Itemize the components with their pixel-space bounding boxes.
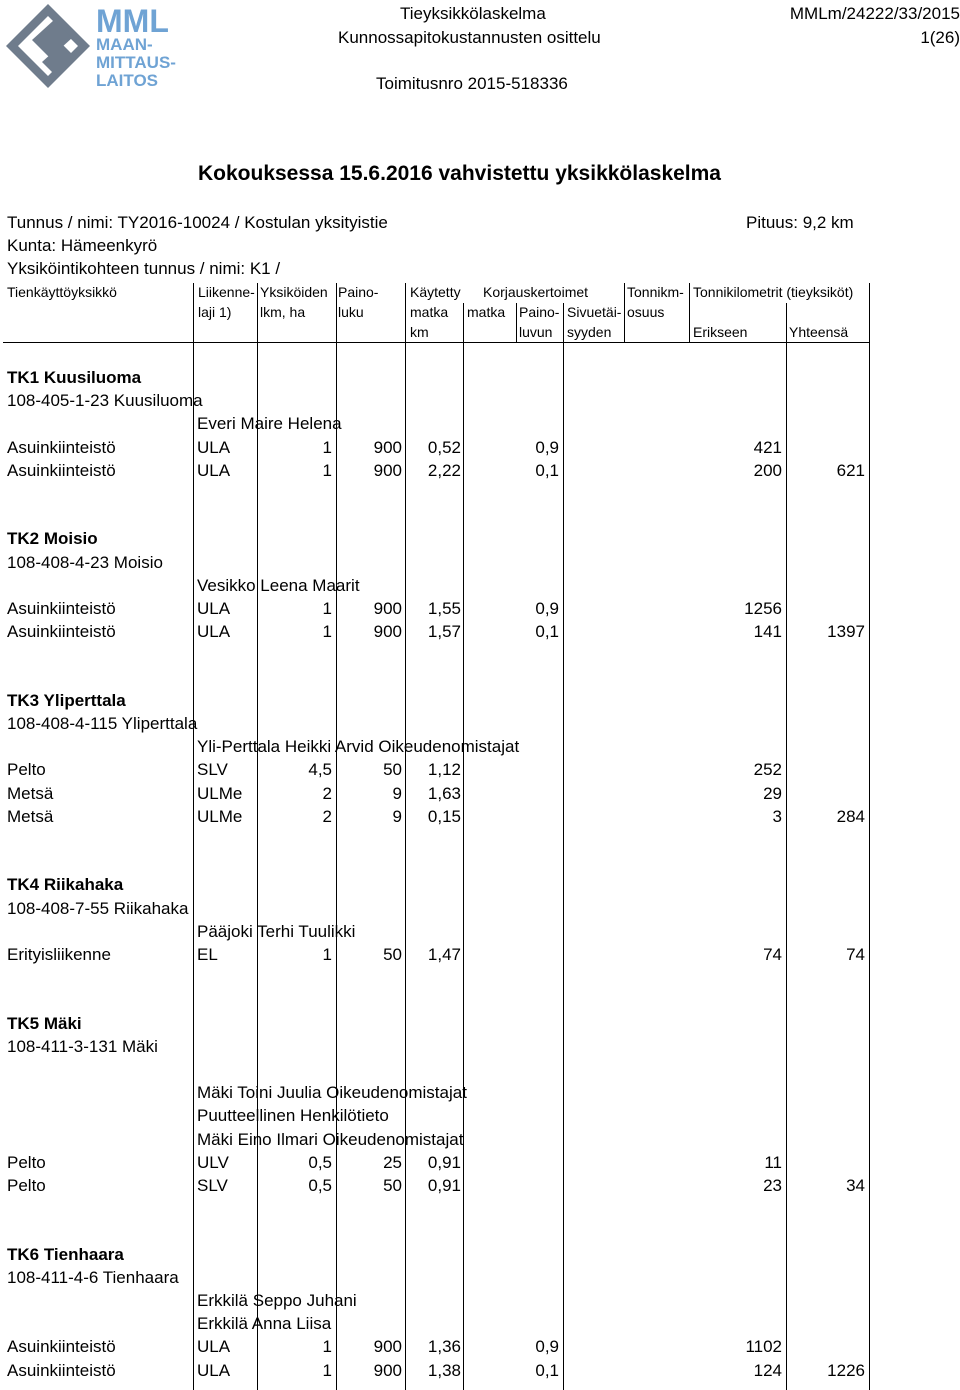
header-divider — [463, 303, 464, 343]
cell-kerroin: 0,1 — [535, 460, 559, 480]
column-divider — [336, 343, 337, 1390]
cell-laji: ULA — [197, 599, 231, 618]
cell-laji: SLV — [197, 760, 228, 780]
col-header-korj-luvun: luvun — [519, 324, 553, 340]
cell-km: 1,12 — [427, 760, 461, 780]
page-number: 1(26) — [920, 28, 960, 47]
cell-kerroin: 0,9 — [535, 437, 559, 457]
col-header-tonnikilometrit: Tonnikilometrit (tieyksiköt) — [693, 284, 854, 300]
doc-type: Tieyksikkölaskelma — [400, 4, 546, 23]
cell-lkm: 4,5 — [308, 760, 332, 780]
col-header-yhteensa: Yhteensä — [789, 324, 849, 340]
header-divider — [516, 303, 517, 343]
cell-type: Pelto — [7, 760, 46, 780]
cell-lkm: 1 — [322, 945, 332, 964]
cell-paino: 50 — [383, 760, 402, 780]
cell-yhteensa: 1397 — [827, 622, 865, 642]
logo-text-line-3: MITTAUS- — [96, 53, 176, 72]
header-divider — [336, 283, 337, 343]
cell-laji: ULA — [197, 622, 231, 642]
cell-kerroin: 0,1 — [535, 622, 559, 642]
cell-laji: ULMe — [197, 806, 243, 826]
cell-paino: 50 — [383, 1176, 402, 1195]
owner-line — [0, 1128, 960, 1151]
pituus-line: Pituus: 9,2 km — [746, 213, 854, 232]
table-row — [0, 805, 960, 828]
section-title-text: TK6 Tienhaara — [7, 1244, 124, 1264]
owner-line — [0, 1289, 960, 1312]
property-line — [0, 1266, 960, 1289]
property-text: 108-411-4-6 Tienhaara — [7, 1267, 179, 1287]
property-line — [0, 1035, 960, 1058]
cell-erikseen: 23 — [763, 1176, 782, 1195]
cell-km: 0,91 — [427, 1176, 461, 1195]
cell-paino: 900 — [373, 1337, 402, 1357]
section-title — [0, 527, 960, 550]
cell-km: 2,22 — [427, 460, 461, 480]
cell-type: Metsä — [7, 783, 54, 803]
logo-text-line-1: MML — [96, 3, 169, 39]
property-text: 108-408-7-55 Riikahaka — [7, 898, 189, 918]
table-row — [0, 943, 960, 966]
header-divider — [257, 283, 258, 343]
cell-type: Metsä — [7, 806, 54, 826]
section-title — [0, 1243, 960, 1266]
property-text: 108-408-4-23 Moisio — [7, 552, 163, 572]
col-header-syyden: syyden — [567, 324, 612, 340]
col-header-kaytetty: Käytetty — [410, 284, 461, 300]
owner-text: Mäki Eino Ilmari Oikeudenomistajat — [197, 1129, 464, 1149]
table-row — [0, 1359, 960, 1382]
cell-paino: 50 — [383, 945, 402, 964]
property-line — [0, 389, 960, 412]
column-divider — [869, 343, 870, 1390]
cell-erikseen: 124 — [753, 1360, 782, 1380]
table-row — [0, 1151, 960, 1174]
section-title-text: TK3 Yliperttala — [7, 690, 126, 710]
cell-laji: ULA — [197, 437, 231, 457]
cell-lkm: 1 — [322, 460, 332, 480]
cell-lkm: 1 — [322, 1337, 332, 1357]
col-header-laji: laji 1) — [198, 304, 232, 320]
col-header-lkm: lkm, ha — [260, 304, 306, 320]
owner-text: Yli-Perttala Heikki Arvid Oikeudenomistajat — [197, 737, 520, 757]
column-divider — [463, 343, 464, 1390]
cell-type: Asuinkiinteistö — [7, 1360, 116, 1380]
section-title-text: TK4 Riikahaka — [7, 875, 124, 895]
cell-type: Asuinkiinteistö — [7, 437, 116, 457]
cell-erikseen: 3 — [772, 806, 782, 826]
col-header-luku: luku — [338, 304, 364, 320]
header-divider — [563, 303, 564, 343]
col-header-matka: matka — [410, 304, 449, 320]
owner-text: Erkkilä Seppo Juhani — [197, 1291, 357, 1310]
cell-lkm: 0,5 — [308, 1176, 332, 1195]
cell-km: 1,47 — [427, 945, 461, 964]
cell-yhteensa: 74 — [846, 945, 865, 964]
table-row — [0, 597, 960, 620]
owner-text: Everi Maire Helena — [197, 414, 342, 434]
logo-text-line-2: MAAN- — [96, 35, 153, 54]
cell-erikseen: 74 — [763, 945, 782, 964]
header-divider — [786, 303, 787, 343]
col-header-tienkayttoyksikko: Tienkäyttöyksikkö — [7, 284, 117, 300]
cell-yhteensa: 621 — [836, 460, 865, 480]
logo-text-line-4: LAITOS — [96, 71, 159, 90]
owner-line — [0, 412, 960, 435]
col-header-erikseen: Erikseen — [693, 324, 748, 340]
owner-line — [0, 1104, 960, 1127]
cell-km: 1,57 — [427, 622, 461, 642]
table-row — [0, 782, 960, 805]
owner-line — [0, 574, 960, 597]
page-title: Kokouksessa 15.6.2016 vahvistettu yksikkölaskelma — [198, 162, 721, 185]
cell-erikseen: 11 — [764, 1152, 782, 1172]
cell-lkm: 1 — [322, 437, 332, 457]
owner-line — [0, 735, 960, 758]
cell-lkm: 2 — [322, 806, 332, 826]
cell-km: 0,15 — [427, 806, 461, 826]
cell-type: Erityisliikenne — [7, 945, 111, 964]
col-header-liikenne: Liikenne- — [198, 284, 255, 300]
column-divider — [786, 343, 787, 1390]
table-row — [0, 1335, 960, 1358]
cell-erikseen: 421 — [753, 437, 782, 457]
col-header-osuus: osuus — [627, 304, 665, 320]
cell-paino: 9 — [392, 806, 402, 826]
owner-text: Mäki Toini Juulia Oikeudenomistajat — [197, 1083, 467, 1103]
cell-erikseen: 1256 — [744, 599, 782, 618]
cell-laji: EL — [197, 945, 218, 964]
cell-lkm: 1 — [322, 622, 332, 642]
cell-paino: 9 — [392, 783, 402, 803]
cell-lkm: 1 — [322, 1360, 332, 1380]
cell-erikseen: 29 — [763, 783, 782, 803]
kunta-line: Kunta: Hämeenkyrö — [7, 236, 158, 255]
cell-lkm: 0,5 — [308, 1152, 332, 1172]
section-title — [0, 873, 960, 896]
cell-laji: ULA — [197, 1337, 231, 1357]
header-divider — [624, 283, 625, 343]
table-row — [0, 459, 960, 482]
cell-laji: ULA — [197, 460, 231, 480]
cell-erikseen: 1102 — [745, 1337, 782, 1357]
mml-logo — [4, 2, 176, 94]
table-row — [0, 1174, 960, 1197]
header-divider — [193, 283, 194, 343]
owner-line — [0, 1081, 960, 1104]
cell-laji: ULA — [197, 1360, 231, 1380]
cell-km: 1,63 — [427, 783, 461, 803]
cell-km: 1,38 — [427, 1360, 461, 1380]
table-row — [0, 758, 960, 781]
column-divider — [193, 343, 194, 1390]
header-divider — [689, 283, 690, 343]
cell-type: Pelto — [7, 1152, 46, 1172]
cell-yhteensa: 1226 — [827, 1360, 865, 1380]
toimitus-number: Toimitusnro 2015-518336 — [376, 74, 568, 93]
cell-km: 1,36 — [427, 1337, 461, 1357]
property-text: 108-405-1-23 Kuusiluoma — [7, 391, 203, 411]
col-header-paino: Paino- — [338, 284, 379, 300]
property-text: 108-408-4-115 Yliperttala — [7, 714, 198, 733]
column-divider — [257, 343, 258, 1390]
col-header-tonnikm: Tonnikm- — [627, 284, 684, 300]
table-row — [0, 620, 960, 643]
cell-laji: ULV — [197, 1152, 229, 1172]
cell-erikseen: 252 — [753, 760, 782, 780]
property-text: 108-411-3-131 Mäki — [7, 1036, 158, 1056]
cell-km: 1,55 — [427, 599, 461, 618]
cell-lkm: 1 — [322, 599, 332, 618]
cell-paino: 900 — [373, 437, 402, 457]
header-bottom-rule — [3, 342, 869, 343]
cell-type: Pelto — [7, 1176, 46, 1195]
owner-line — [0, 920, 960, 943]
cell-type: Asuinkiinteistö — [7, 622, 116, 642]
col-header-korj-matka: matka — [467, 304, 506, 320]
owner-text: Pääjoki Terhi Tuulikki — [197, 921, 356, 941]
column-divider — [405, 343, 406, 1390]
cell-lkm: 2 — [322, 783, 332, 803]
cell-yhteensa: 284 — [836, 806, 865, 826]
table-row — [0, 436, 960, 459]
section-title-text: TK1 Kuusiluoma — [7, 368, 142, 387]
cell-paino: 900 — [373, 599, 402, 618]
property-line — [0, 551, 960, 574]
header-divider — [405, 283, 406, 343]
owner-text: Vesikko Leena Maarit — [197, 575, 360, 595]
section-title-text: TK5 Mäki — [7, 1013, 82, 1033]
col-header-sivuetai: Sivuetäi- — [567, 304, 622, 320]
column-divider — [563, 343, 564, 1390]
cell-kerroin: 0,9 — [535, 1337, 559, 1357]
cell-type: Asuinkiinteistö — [7, 1337, 116, 1357]
owner-line — [0, 1312, 960, 1335]
header-divider — [869, 283, 870, 343]
property-line — [0, 897, 960, 920]
cell-laji: SLV — [197, 1176, 228, 1195]
kohde-line: Yksiköintikohteen tunnus / nimi: K1 / — [7, 259, 281, 278]
owner-text: Puutteellinen Henkilötieto — [197, 1106, 389, 1126]
section-title — [0, 689, 960, 712]
property-line — [0, 712, 960, 735]
cell-km: 0,52 — [427, 437, 461, 457]
owner-text: Erkkilä Anna Liisa — [197, 1314, 332, 1334]
cell-erikseen: 141 — [753, 622, 782, 642]
col-header-korj-paino: Paino- — [519, 304, 560, 320]
cell-paino: 900 — [373, 622, 402, 642]
cell-laji: ULMe — [197, 783, 243, 803]
cell-kerroin: 0,1 — [535, 1360, 559, 1380]
section-title-text: TK2 Moisio — [7, 529, 98, 549]
doc-subtitle: Kunnossapitokustannusten osittelu — [338, 28, 601, 47]
cell-km: 0,91 — [427, 1152, 461, 1172]
tunnus-line: Tunnus / nimi: TY2016-10024 / Kostulan yksityistie — [7, 213, 388, 232]
cell-paino: 25 — [383, 1152, 402, 1172]
reference-number: MMLm/24222/33/2015 — [789, 4, 960, 23]
cell-paino: 900 — [373, 1360, 402, 1380]
cell-type: Asuinkiinteistö — [7, 599, 116, 618]
cell-erikseen: 200 — [753, 460, 782, 480]
cell-kerroin: 0,9 — [535, 599, 559, 618]
cell-type: Asuinkiinteistö — [7, 460, 116, 480]
section-title — [0, 1012, 960, 1035]
cell-yhteensa: 34 — [846, 1176, 865, 1195]
col-header-km: km — [410, 324, 429, 340]
col-header-yksikoiden: Yksiköiden — [260, 284, 328, 300]
col-header-korjauskertoimet: Korjauskertoimet — [483, 284, 589, 300]
section-title — [0, 366, 960, 389]
cell-paino: 900 — [373, 460, 402, 480]
